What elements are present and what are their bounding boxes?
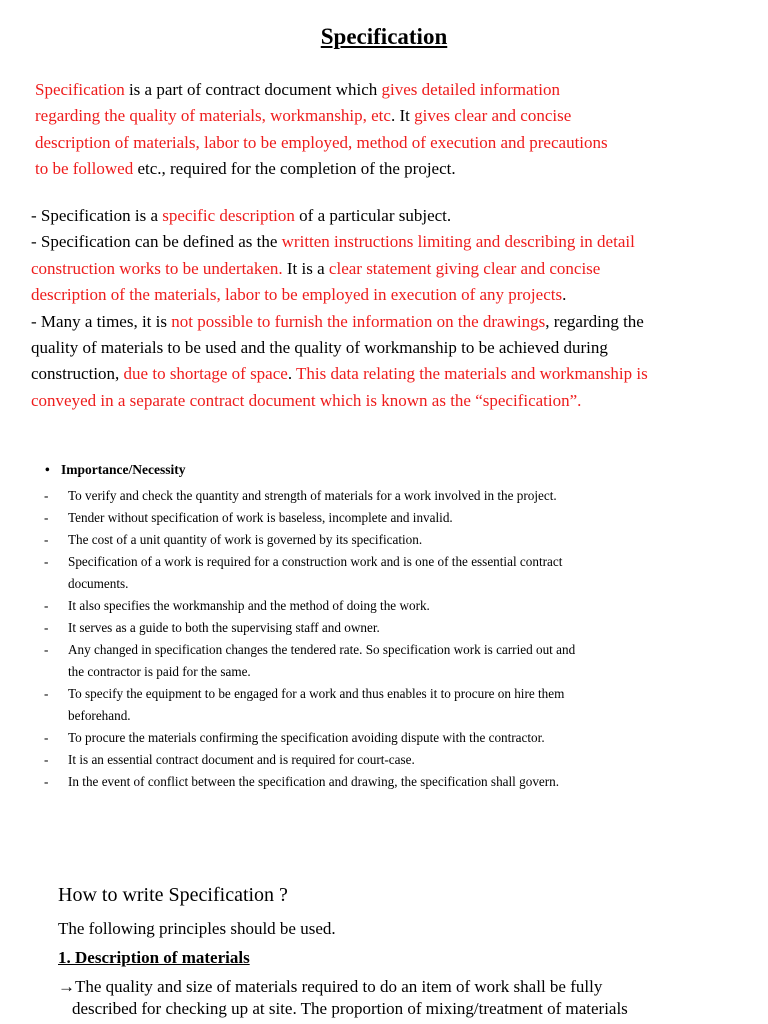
body-text: .: [562, 285, 567, 305]
list-item-text: Any changed in specification changes the tendered rate. So specification work is carried out and: [68, 642, 576, 657]
list-item: [44, 595, 744, 617]
list-item: [44, 485, 744, 507]
highlight-text: gives clear and concise: [414, 106, 572, 126]
list-item: [44, 683, 744, 727]
intro-line: [35, 130, 725, 156]
body-text: of a particular subject.: [294, 206, 452, 225]
list-item-continuation: beforehand.: [68, 708, 131, 723]
body-text: .: [287, 364, 297, 384]
highlight-text: construction works to be undertaken.: [31, 258, 283, 278]
point-line: [31, 256, 746, 282]
list-item-continuation: the contractor is paid for the same.: [68, 664, 251, 679]
body-text: construction,: [31, 364, 124, 384]
highlight-text: gives detailed information: [381, 80, 560, 99]
bullet-icon: •: [45, 462, 50, 477]
description-line: [58, 976, 738, 998]
list-item: [44, 639, 744, 683]
point-line: [31, 282, 746, 308]
dash-marker: -: [44, 554, 49, 569]
list-item: [44, 551, 744, 595]
highlight-text: written instructions limiting and describing in detail: [281, 232, 635, 252]
highlight-text: not possible to furnish the information on the drawings: [171, 311, 546, 331]
list-item-text: Tender without specification of work is baseless, incomplete and invalid.: [68, 510, 453, 525]
arrow-icon: →: [58, 977, 75, 996]
dash-marker: -: [44, 510, 49, 525]
highlight-text: clear statement giving clear and concise: [328, 258, 601, 278]
body-text: The quality and size of materials required to do an item of work shall be fully: [75, 977, 603, 996]
dash-marker: -: [44, 730, 49, 745]
importance-heading: [45, 462, 185, 478]
intro-line: [35, 156, 725, 182]
how-to-subtitle: The following principles should be used.: [58, 919, 336, 938]
point-line: [31, 361, 746, 387]
highlight-text: Specification: [35, 80, 125, 99]
importance-heading-text: Importance/Necessity: [61, 462, 186, 477]
highlight-text: due to shortage of space: [123, 364, 288, 384]
list-item: [44, 617, 744, 639]
description-paragraph: [58, 976, 738, 1020]
dash-marker: -: [44, 598, 49, 613]
highlight-text: This data relating the materials and workmanship is: [296, 364, 648, 384]
point-line: [31, 309, 746, 335]
list-item: [44, 749, 744, 771]
body-text: . It: [390, 106, 415, 126]
list-item: [44, 529, 744, 551]
dash-marker: -: [44, 532, 49, 547]
dash-marker: -: [44, 620, 49, 635]
highlight-text: description of the materials, labor to be employed in execution of any projects: [31, 285, 563, 305]
list-item: [44, 507, 744, 529]
body-text: - Specification can be defined as the: [31, 232, 282, 252]
dash-marker: -: [44, 752, 49, 767]
list-item-text: The cost of a unit quantity of work is governed by its specification.: [68, 532, 423, 547]
point-line: [31, 229, 746, 255]
list-item: [44, 771, 744, 793]
how-to-heading: How to write Specification ?: [58, 884, 288, 906]
intro-line: [35, 103, 725, 129]
dash-marker: -: [44, 642, 49, 657]
list-item-text: To specify the equipment to be engaged for a work and thus enables it to procure on hire them: [68, 686, 565, 701]
body-text: - Specification is a: [31, 206, 163, 225]
body-text: It is a: [282, 258, 329, 278]
point-line: [31, 335, 746, 361]
intro-paragraph: [35, 77, 725, 182]
list-item-text: To verify and check the quantity and strength of materials for a work involved in the project.: [68, 488, 557, 503]
body-text: quality of materials to be used and the quality of workmanship to be achieved during: [31, 338, 608, 358]
list-item-continuation: documents.: [68, 576, 129, 591]
section-heading: 1. Description of materials: [58, 948, 250, 967]
highlight-text: description of materials, labor to be employed, method of execution and precautions: [35, 132, 608, 152]
highlight-text: regarding the quality of materials, workmanship, etc: [35, 106, 391, 126]
intro-line: [35, 77, 725, 103]
point-line: [31, 388, 746, 414]
body-text: , regarding the: [545, 311, 644, 331]
list-item-text: It serves as a guide to both the supervising staff and owner.: [68, 620, 380, 635]
description-line: described for checking up at site. The proportion of mixing/treatment of materials: [72, 999, 628, 1018]
dash-marker: -: [44, 488, 49, 503]
highlight-text: specific description: [162, 206, 295, 225]
list-item-text: Specification of a work is required for a construction work and is one of the essential contract: [68, 554, 563, 569]
dash-marker: -: [44, 686, 49, 701]
list-item-text: To procure the materials confirming the specification avoiding dispute with the contractor.: [68, 730, 545, 745]
highlight-text: to be followed: [35, 158, 134, 178]
body-text: is a part of contract document which: [124, 80, 382, 99]
definition-points: [31, 203, 746, 414]
dash-marker: -: [44, 774, 49, 789]
page-title: Specification: [320, 24, 448, 49]
list-item: [44, 727, 744, 749]
list-item-text: It is an essential contract document and is required for court-case.: [68, 752, 415, 767]
highlight-text: conveyed in a separate contract document which is known as the “specification”.: [31, 390, 582, 410]
body-text: etc., required for the completion of the project.: [133, 158, 456, 178]
list-item-text: In the event of conflict between the specification and drawing, the specification shall govern.: [68, 774, 560, 789]
importance-list: [44, 485, 744, 793]
list-item-text: It also specifies the workmanship and the method of doing the work.: [68, 598, 430, 613]
body-text: - Many a times, it is: [31, 311, 172, 331]
point-line: [31, 203, 746, 229]
